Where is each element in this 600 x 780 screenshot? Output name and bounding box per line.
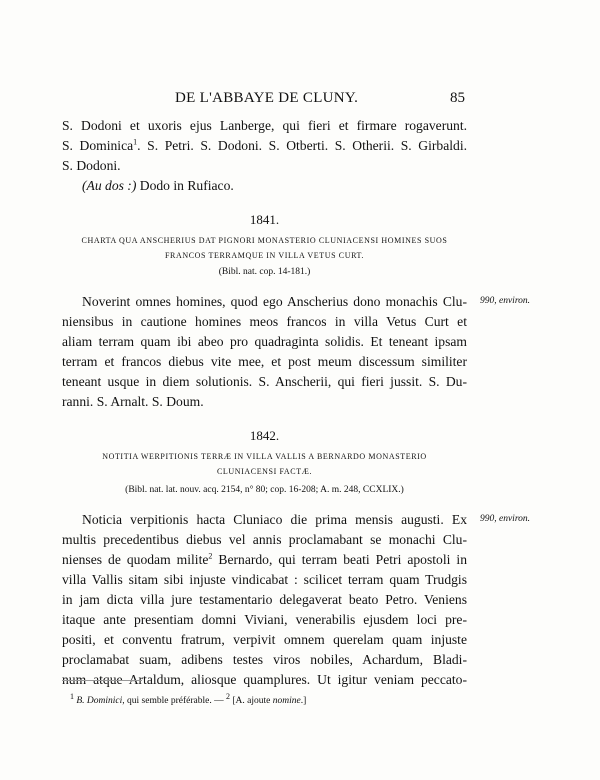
charter-number: 1841. bbox=[249, 212, 280, 227]
charter-source: (Bibl. nat. cop. 14-181.) bbox=[218, 267, 311, 277]
text-line: aliam terram quam ibi abeo pro quadraginta solidis. Et teneant ipsam bbox=[62, 334, 467, 349]
text-line: proclamabat suam, adibens testes viros nobiles, Achardum, Bladi- bbox=[62, 652, 467, 667]
margin-date: 990, environ. bbox=[480, 296, 531, 306]
text-line: S. Dominica$^1$. S. Petri. S. Dodoni. S. Otberti. S. Otherii. S. Girbaldi. bbox=[62, 137, 467, 153]
charter-title: FRANCOS TERRAMQUE IN VILLA VETUS CURT. bbox=[164, 251, 365, 260]
dorsal-note-label: (Au dos :) bbox=[82, 178, 137, 193]
text-line: (Au dos :) Dodo in Rufiaco. bbox=[82, 178, 234, 193]
text-line: villa Vallis sitam sibi injuste vindicabat : scilicet terram quam Trudgis bbox=[62, 572, 467, 587]
charter-source: (Bibl. nat. lat. nouv. acq. 2154, n° 80; cop. 16-208; A. m. 248, CCXLIX.) bbox=[125, 485, 404, 495]
page-header bbox=[60, 90, 465, 110]
footnotes: $^1$ B. Dominici, qui semble préférable. — $^2$ [A. ajoute nomine.] bbox=[70, 691, 307, 706]
charter-text bbox=[62, 292, 467, 412]
text-line: in jam dicta villa jure testamentario delegaverat beato Petro. Veniens bbox=[62, 592, 467, 607]
text-line: multis precedentibus diebus vel annis proclamabant se monachi Clu- bbox=[62, 532, 467, 547]
charter-title: CHARTA QUA ANSCHERIUS DAT PIGNORI MONASTERIO CLUNIACENSI HOMINES SUOS bbox=[81, 236, 448, 245]
text-line: itaque ante presentiam domni Viviani, venerabilis ejusdem loci pre- bbox=[62, 612, 467, 627]
page-number: 85 bbox=[450, 90, 465, 106]
charter-title: NOTITIA WERPITIONIS TERRÆ IN VILLA VALLIS A BERNARDO MONASTERIO bbox=[102, 452, 427, 461]
charter-text bbox=[62, 510, 467, 690]
text-line: S. Dodoni et uxoris ejus Lanberge, qui fieri et firmare rogaverunt. bbox=[62, 118, 467, 133]
margin-date: 990, environ. bbox=[480, 514, 531, 524]
previous-charter-ending bbox=[62, 116, 467, 196]
footnote-rule bbox=[62, 680, 142, 681]
charter-number: 1842. bbox=[249, 428, 280, 443]
text-line: ranni. S. Arnalt. S. Doum. bbox=[62, 394, 204, 409]
text-line: positi, et conventu fratrum, verpivit omnem querelam quam injuste bbox=[62, 632, 467, 647]
text-line: terram et francos diebus vite mee, et post meum discessum similiter bbox=[62, 354, 467, 369]
text-line: teneant usque in diem solutionis. S. Anscherii, qui fieri jussit. S. Du- bbox=[62, 374, 467, 389]
text-line: S. Dodoni. bbox=[62, 158, 121, 173]
text-line: niensibus in cautione homines meos francos in villa Vetus Curt et bbox=[62, 314, 467, 329]
footnote-mark: 1 bbox=[70, 691, 74, 701]
footnote-ref: 1 bbox=[133, 137, 138, 147]
footnote-ref: 2 bbox=[208, 551, 213, 561]
text-line: Noticia verpitionis hacta Cluniaco die prima mensis augusti. Ex bbox=[82, 512, 467, 527]
text-line: Noverint omnes homines, quod ego Anscherius dono monachis Clu- bbox=[82, 294, 467, 309]
text-line: nienses de quodam milite$^2$ Bernardo, qui terram beati Petri apostoli in bbox=[62, 551, 467, 567]
charter-title: CLUNIACENSI FACTÆ. bbox=[216, 467, 313, 476]
running-title: DE L'ABBAYE DE CLUNY. bbox=[175, 90, 359, 106]
text-line: num atque Artaldum, aliosque quamplures. Ut igitur veniam peccato- bbox=[62, 672, 467, 687]
footnote-mark: 2 bbox=[225, 691, 230, 701]
